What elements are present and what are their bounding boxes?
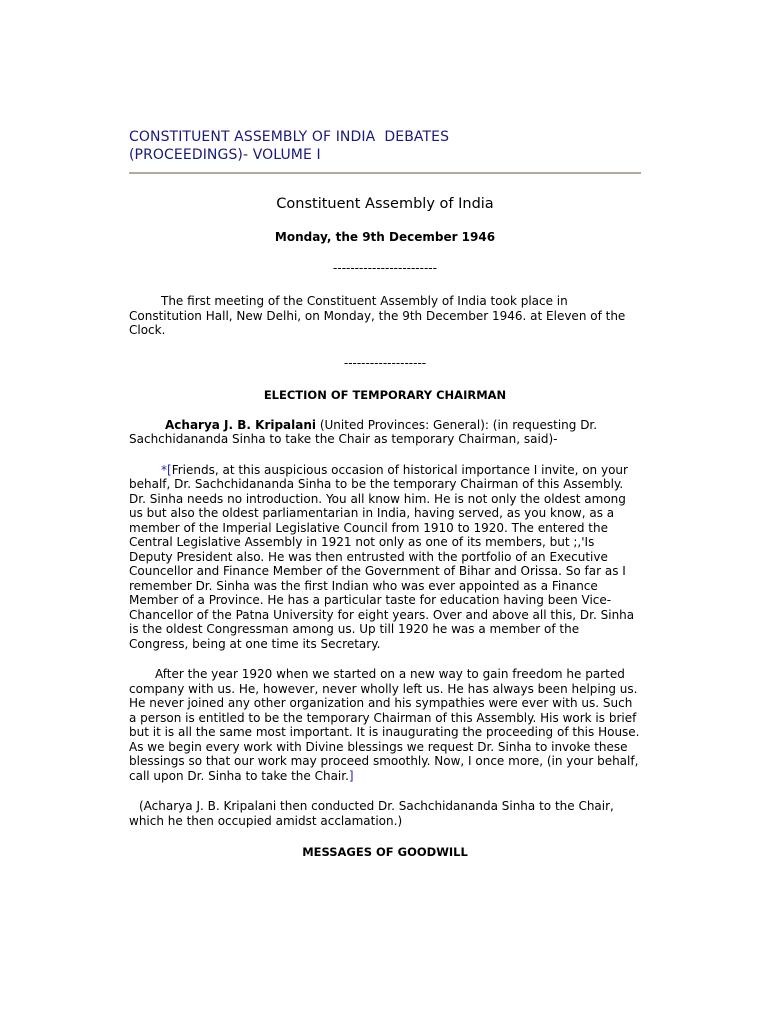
document-page xyxy=(129,128,641,860)
assembly-heading: Constituent Assembly of India xyxy=(276,196,494,212)
session-date: Monday, the 9th December 1946 xyxy=(274,230,496,244)
speaker-name: Acharya J. B. Kripalani xyxy=(165,417,317,432)
speech-paragraph-1 xyxy=(129,463,641,652)
speech-close-bracket: ] xyxy=(348,768,354,783)
footnote-marker[interactable]: *[ xyxy=(161,462,172,477)
separator-short: ------------------- xyxy=(343,355,427,370)
title-divider xyxy=(129,172,641,174)
section-heading-election: ELECTION OF TEMPORARY CHAIRMAN xyxy=(263,387,507,402)
document-title xyxy=(129,128,641,164)
speech-text-2: After the year 1920 when we started on a new way to gain freedom he parted company with us. He, however, never wholly left us. He has always been helping us. He never joined any other organization and his sympathies were ever with us. Such a person is entitled to be the temporary Chairman of this Assembly. His work is brief but it is all the same most important. It is inaugurating the proceeding of this House. As we begin every work with Divine blessings we request Dr. Sinha to invoke these blessings so that our work may proceed smoothly. Now, I once more, (in your behalf, call upon Dr. Sinha to take the Chair. xyxy=(129,667,640,783)
speaker-paragraph xyxy=(129,418,641,447)
speaker-intro: (United Provinces: General): (in requesting Dr. Sachchidananda Sinha to take the Chair as temporary Chairman, said)- xyxy=(129,417,598,446)
section-heading-messages: MESSAGES OF GOODWILL xyxy=(302,845,468,859)
intro-paragraph: The first meeting of the Constituent Assembly of India took place in Constitution Hall, New Delhi, on Monday, the 9th December 1946. at Eleven of the Clock. xyxy=(129,294,626,337)
speech-paragraph-2 xyxy=(129,667,641,783)
document-title-line1: CONSTITUENT ASSEMBLY OF INDIA DEBATES xyxy=(129,129,450,145)
note-paragraph: (Acharya J. B. Kripalani then conducted Dr. Sachchidananda Sinha to the Chair, which he then occupied amidst acclamation.) xyxy=(129,799,614,828)
document-title-line2: (PROCEEDINGS)- VOLUME I xyxy=(129,147,321,163)
speech-text-1: Friends, at this auspicious occasion of historical importance I invite, on your behalf, Dr. Sachchidananda Sinha to be the temporary Chairman of this Assembly. Dr. Sinha needs no introduction. You all know him. He is not only the oldest among us but also the oldest parliamentarian in India, having served, as you know, as a member of the Imperial Legislative Council from 1910 to 1920. The entered the Central Legislative Assembly in 1921 not only as one of its members, but ;,'Is Deputy President also. He was then entrusted with the portfolio of an Executive Councellor and Finance Member of the Government of Bihar and Orissa. So far as I remember Dr. Sinha was the first Indian who was ever appointed as a Finance Member of a Province. He has a particular taste for education having been Vice-Chancellor of the Patna University for eight years. Over and above all this, Dr. Sinha is the oldest Congressman among us. Up till 1920 he was a member of the Congress, being at one time its Secretary. xyxy=(129,462,635,651)
separator-long: ------------------------ xyxy=(333,261,437,275)
